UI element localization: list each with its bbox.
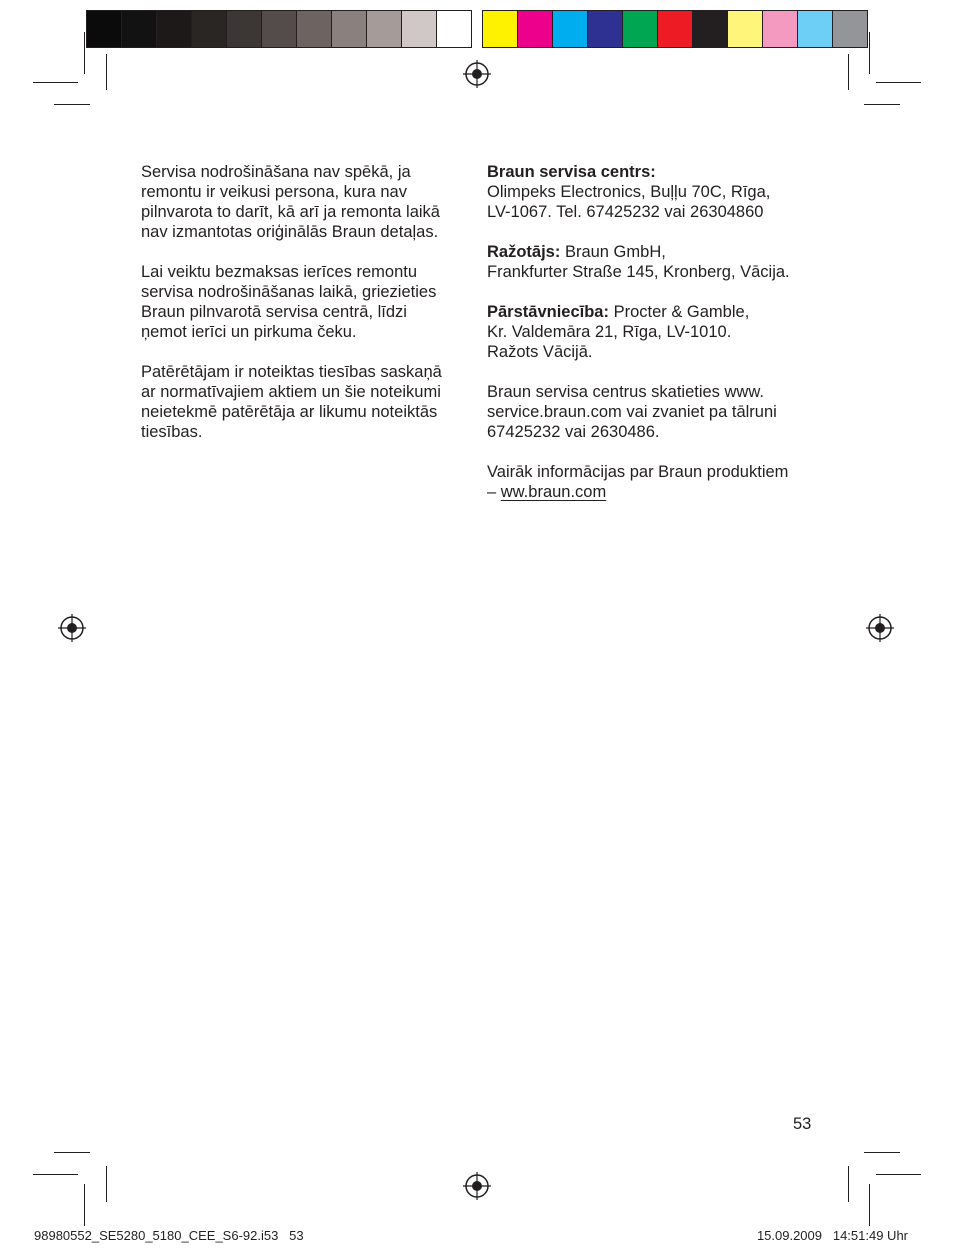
text-line: LV-1067. Tel. 67425232 vai 26304860 <box>487 203 764 221</box>
left-column <box>141 162 471 462</box>
text-line: service.braun.com vai zvaniet pa tālruni <box>487 403 777 421</box>
text-line: Braun servisa centrus skatieties www. <box>487 383 764 401</box>
color-swatch <box>367 11 402 47</box>
color-swatch <box>833 11 867 47</box>
color-swatch <box>332 11 367 47</box>
text-line: Patērētājam ir noteiktas tiesības saskaņā <box>141 363 442 381</box>
text-line: Frankfurter Straße 145, Kronberg, Vācija. <box>487 263 790 281</box>
text-line: ar normatīvajiem aktiem un šie noteikumi <box>141 383 441 401</box>
representative-label: Pārstāvniecība: <box>487 303 609 321</box>
color-swatch <box>728 11 763 47</box>
color-swatch <box>798 11 833 47</box>
crop-mark <box>876 82 921 83</box>
color-swatch <box>437 11 471 47</box>
consumer-rights-paragraph <box>141 362 471 442</box>
text-line: Lai veiktu bezmaksas ierīces remontu <box>141 263 418 281</box>
dash: – <box>487 483 501 501</box>
color-swatch <box>553 11 588 47</box>
text-line: Servisa nodrošināšana nav spēkā, ja <box>141 163 411 181</box>
color-swatch <box>588 11 623 47</box>
crop-mark <box>869 1184 870 1226</box>
manufacturer-label: Ražotājs: <box>487 243 561 261</box>
text-line: Ražots Vācijā. <box>487 343 593 361</box>
warranty-exclusion-paragraph <box>141 162 471 242</box>
process-color-bar <box>482 10 868 48</box>
text-line: 67425232 vai 2630486. <box>487 423 660 441</box>
representative-name: Procter & Gamble, <box>608 303 750 321</box>
text-line: Kr. Valdemāra 21, Rīga, LV-1010. <box>487 323 732 341</box>
service-centers-info-block <box>487 382 827 442</box>
color-swatch <box>658 11 693 47</box>
text-line: remontu ir veikusi persona, kura nav <box>141 183 407 201</box>
page-number: 53 <box>793 1115 812 1133</box>
color-swatch <box>623 11 658 47</box>
crop-mark <box>54 1152 90 1153</box>
crop-mark <box>84 1184 85 1226</box>
color-swatch <box>227 11 262 47</box>
text-line: pilnvarota to darīt, kā arī ja remonta laikā <box>141 203 440 221</box>
text-line <box>487 482 827 502</box>
color-swatch <box>518 11 553 47</box>
text-line <box>487 242 827 262</box>
crop-mark <box>848 54 849 90</box>
text-line <box>487 302 827 322</box>
crop-mark <box>33 1174 78 1175</box>
text-line: neietekmē patērētāja ar likumu noteiktās <box>141 403 438 421</box>
registration-mark-icon <box>58 614 86 642</box>
manufacturer-block <box>487 242 827 282</box>
text-line: Olimpeks Electronics, Buļļu 70C, Rīga, <box>487 183 771 201</box>
text-line: Braun pilnvarotā servisa centrā, līdzi <box>141 303 407 321</box>
color-swatch <box>262 11 297 47</box>
color-swatch <box>122 11 157 47</box>
service-center-heading: Braun servisa centrs: <box>487 163 656 181</box>
service-center-block <box>487 162 827 222</box>
crop-mark <box>869 32 870 74</box>
crop-mark <box>864 104 900 105</box>
crop-mark <box>106 54 107 90</box>
more-info-block <box>487 462 827 502</box>
color-swatch <box>693 11 728 47</box>
footer-file-info: 98980552_SE5280_5180_CEE_S6-92.i53 53 <box>34 1228 304 1243</box>
text-line: nav izmantotas oriģinālās Braun detaļas. <box>141 223 439 241</box>
color-swatch <box>297 11 332 47</box>
color-swatch <box>483 11 518 47</box>
crop-mark <box>84 32 85 74</box>
manufacturer-name: Braun GmbH, <box>560 243 666 261</box>
registration-mark-icon <box>463 1172 491 1200</box>
text-line: servisa nodrošināšanas laikā, griezieties <box>141 283 437 301</box>
text-line: Vairāk informācijas par Braun produktiem <box>487 463 789 481</box>
color-swatch <box>87 11 122 47</box>
crop-mark <box>864 1152 900 1153</box>
braun-website-link[interactable]: ww.braun.com <box>500 483 607 501</box>
color-swatch <box>192 11 227 47</box>
right-column <box>487 162 827 522</box>
crop-mark <box>54 104 90 105</box>
free-repair-paragraph <box>141 262 471 342</box>
text-line: ņemot ierīci un pirkuma čeku. <box>141 323 357 341</box>
color-swatch <box>763 11 798 47</box>
crop-mark <box>876 1174 921 1175</box>
representative-block <box>487 302 827 362</box>
registration-mark-icon <box>463 60 491 88</box>
crop-mark <box>106 1166 107 1202</box>
text-line: tiesības. <box>141 423 203 441</box>
grayscale-color-bar <box>86 10 472 48</box>
crop-mark <box>848 1166 849 1202</box>
crop-mark <box>33 82 78 83</box>
color-swatch <box>402 11 437 47</box>
footer-timestamp: 15.09.2009 14:51:49 Uhr <box>756 1228 908 1243</box>
registration-mark-icon <box>866 614 894 642</box>
color-swatch <box>157 11 192 47</box>
